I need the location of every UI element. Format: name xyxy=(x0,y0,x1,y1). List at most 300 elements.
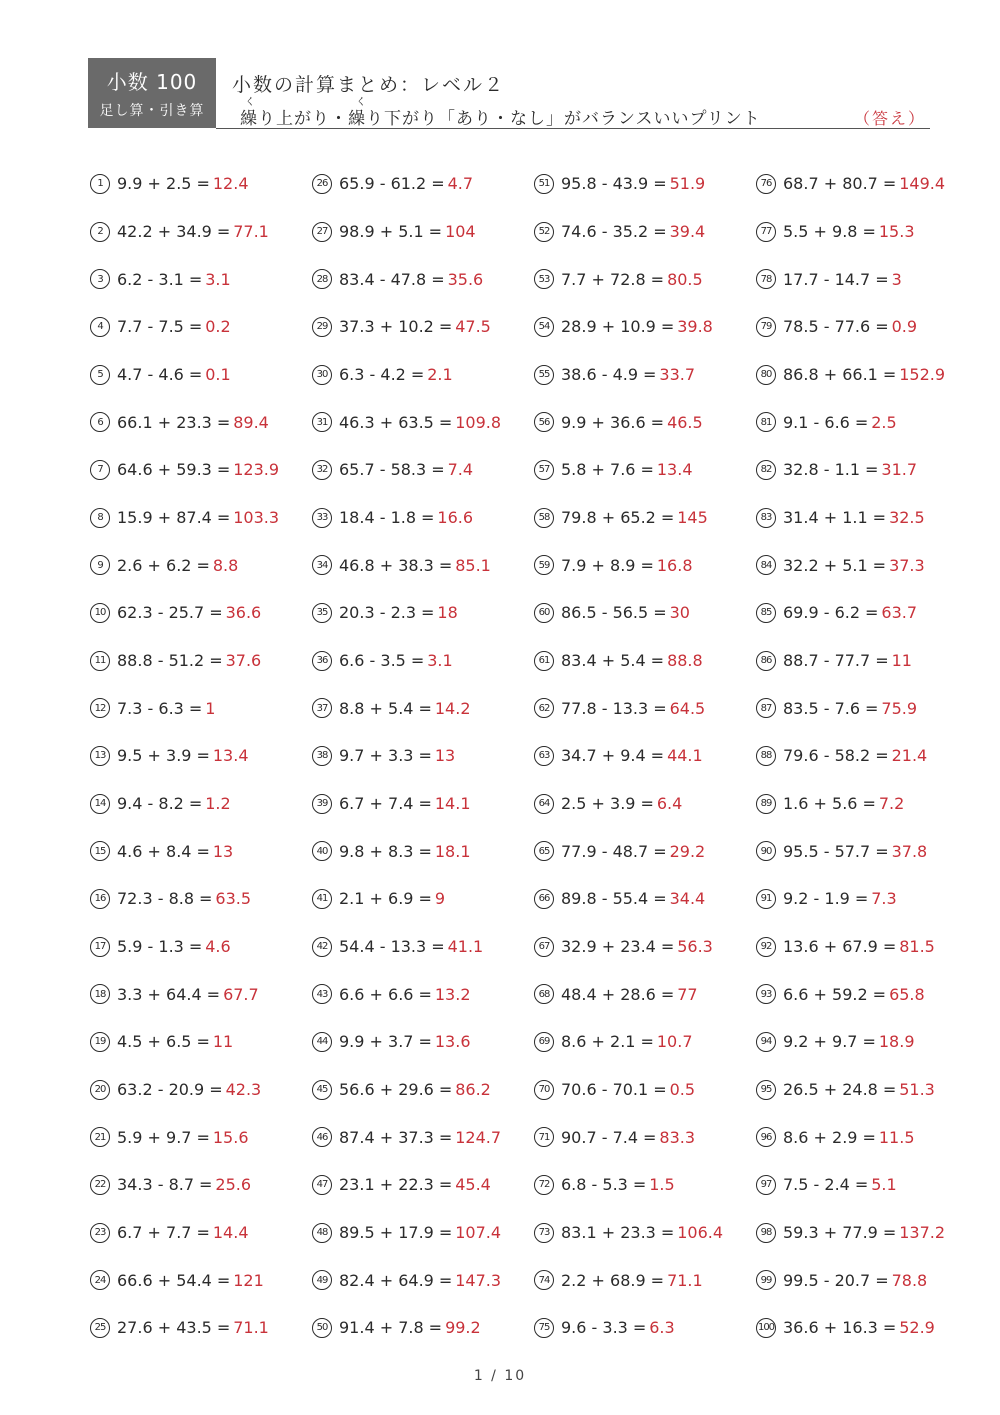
problem-item xyxy=(534,1018,756,1066)
problem-expression: 90.7 - 7.4 xyxy=(561,1127,639,1147)
problem-number: 11 xyxy=(90,651,110,671)
problem-expression: 32.8 - 1.1 xyxy=(783,460,861,480)
problem-number: 52 xyxy=(534,222,554,242)
problem-expression: 2.5 + 3.9 xyxy=(561,794,636,814)
problem-expression: 9.9 + 3.7 xyxy=(339,1032,414,1052)
equals-sign: = xyxy=(188,317,203,337)
problem-answer: 2.5 xyxy=(871,412,897,432)
equals-sign: = xyxy=(650,412,665,432)
problem-answer: 18.1 xyxy=(434,841,471,861)
problem-number: 70 xyxy=(534,1080,554,1100)
problem-answer: 52.9 xyxy=(899,1318,935,1338)
problem-item xyxy=(90,1018,312,1066)
problem-number: 74 xyxy=(534,1270,554,1290)
problem-answer: 13 xyxy=(434,746,456,766)
equals-sign: = xyxy=(428,222,443,241)
problem-expression: 88.7 - 77.7 xyxy=(783,651,871,671)
problem-answer: 6.4 xyxy=(656,794,683,814)
problem-answer: 15.6 xyxy=(212,1127,249,1147)
answer-label: （答え） xyxy=(853,109,926,128)
problem-number: 87 xyxy=(756,698,776,718)
problem-item xyxy=(312,1304,534,1352)
equals-sign: = xyxy=(196,555,210,575)
problem-number: 4 xyxy=(90,317,110,337)
problem-expression: 7.3 - 6.3 xyxy=(117,698,184,718)
problem-item xyxy=(90,923,312,971)
equals-sign: = xyxy=(653,174,667,194)
problem-expression: 8.6 + 2.1 xyxy=(561,1032,636,1052)
problem-expression: 89.5 + 17.9 xyxy=(339,1223,434,1243)
problem-number: 51 xyxy=(534,174,554,194)
problem-number: 83 xyxy=(756,508,776,528)
problem-expression: 32.9 + 23.4 xyxy=(561,937,656,957)
problem-number: 41 xyxy=(312,889,332,909)
problem-number: 36 xyxy=(312,651,332,671)
equals-sign: = xyxy=(882,365,897,385)
problem-expression: 8.8 + 5.4 xyxy=(339,698,414,718)
problem-expression: 77.9 - 48.7 xyxy=(561,841,649,861)
problem-answer: 13 xyxy=(212,841,234,861)
equals-sign: = xyxy=(188,269,203,289)
problem-item xyxy=(534,827,756,875)
problem-answer: 56.3 xyxy=(677,937,713,957)
equals-sign: = xyxy=(418,1032,432,1052)
problem-answer: 3 xyxy=(891,269,902,289)
equals-sign: = xyxy=(438,555,453,575)
problem-answer: 42.3 xyxy=(225,1080,262,1100)
page-number: 1 / 10 xyxy=(473,1368,527,1384)
problem-item xyxy=(90,827,312,875)
problem-answer: 3.1 xyxy=(205,269,231,289)
problem-item xyxy=(756,494,970,542)
equals-sign: = xyxy=(418,984,432,1004)
problem-answer: 149.4 xyxy=(899,174,946,194)
equals-sign: = xyxy=(882,937,897,957)
problem-number: 32 xyxy=(312,460,332,480)
problem-answer: 36.6 xyxy=(225,603,262,623)
equals-sign: = xyxy=(865,603,879,623)
page-title: 小数の計算まとめ：レベル２ xyxy=(232,74,506,96)
problem-number: 34 xyxy=(312,555,332,575)
problem-number: 60 xyxy=(534,603,554,623)
problem-item xyxy=(756,827,970,875)
equals-sign: = xyxy=(653,841,667,861)
problem-number: 53 xyxy=(534,269,554,289)
problem-number: 97 xyxy=(756,1175,776,1195)
problem-answer: 124.7 xyxy=(455,1127,502,1147)
problem-answer: 14.2 xyxy=(434,698,471,718)
problem-expression: 37.3 + 10.2 xyxy=(339,317,434,337)
problem-number: 39 xyxy=(312,794,332,814)
problem-item xyxy=(534,494,756,542)
equals-sign: = xyxy=(882,1318,897,1338)
problem-expression: 63.2 - 20.9 xyxy=(117,1080,205,1100)
problem-item xyxy=(90,589,312,637)
problem-expression: 87.4 + 37.3 xyxy=(339,1127,434,1147)
problem-item xyxy=(90,255,312,303)
equals-sign: = xyxy=(875,317,889,337)
equals-sign: = xyxy=(216,222,231,241)
equals-sign: = xyxy=(640,1032,654,1052)
problem-item xyxy=(756,780,970,828)
problem-expression: 3.3 + 64.4 xyxy=(117,984,202,1004)
problem-answer: 29.2 xyxy=(669,841,706,861)
problem-number: 10 xyxy=(90,603,110,623)
problem-answer: 31.7 xyxy=(881,460,918,480)
problem-number: 66 xyxy=(534,889,554,909)
problem-number: 28 xyxy=(312,269,332,289)
problem-expression: 65.7 - 58.3 xyxy=(339,460,427,480)
problem-item xyxy=(756,541,970,589)
problem-expression: 46.8 + 38.3 xyxy=(339,555,434,575)
problem-number: 81 xyxy=(756,412,776,432)
problem-answer: 46.5 xyxy=(667,412,703,432)
problem-expression: 6.7 + 7.7 xyxy=(117,1223,192,1243)
equals-sign: = xyxy=(438,1080,453,1100)
problem-expression: 66.1 + 23.3 xyxy=(117,412,212,432)
problem-number: 91 xyxy=(756,889,776,909)
equals-sign: = xyxy=(196,841,210,861)
problem-number: 43 xyxy=(312,984,332,1004)
equals-sign: = xyxy=(438,1127,453,1147)
problem-item xyxy=(756,732,970,780)
problem-expression: 95.8 - 43.9 xyxy=(561,174,649,194)
problem-item xyxy=(312,1113,534,1161)
problem-answer: 89.4 xyxy=(233,412,269,432)
equals-sign: = xyxy=(421,508,435,528)
problem-answer: 67.7 xyxy=(223,984,259,1004)
problem-expression: 34.3 - 8.7 xyxy=(117,1175,195,1195)
equals-sign: = xyxy=(418,889,432,909)
problem-item xyxy=(756,1209,970,1257)
equals-sign: = xyxy=(216,460,231,480)
problem-item xyxy=(756,1018,970,1066)
problem-number: 96 xyxy=(756,1127,776,1147)
equals-sign: = xyxy=(206,984,221,1004)
problem-expression: 6.3 - 4.2 xyxy=(339,365,406,385)
problem-item xyxy=(756,208,970,256)
problem-answer: 71.1 xyxy=(667,1270,703,1290)
problem-number: 57 xyxy=(534,460,554,480)
equals-sign: = xyxy=(875,651,889,671)
problem-answer: 37.8 xyxy=(891,841,928,861)
problem-answer: 77 xyxy=(677,984,698,1004)
problem-expression: 5.8 + 7.6 xyxy=(561,460,636,480)
problem-number: 55 xyxy=(534,365,554,385)
problem-answer: 13.4 xyxy=(212,746,249,766)
equals-sign: = xyxy=(640,555,654,575)
problem-item xyxy=(90,160,312,208)
problem-answer: 109.8 xyxy=(455,412,502,432)
problem-expression: 64.6 + 59.3 xyxy=(117,460,212,480)
problem-answer: 7.2 xyxy=(878,794,905,814)
problem-expression: 9.6 - 3.3 xyxy=(561,1318,628,1338)
problem-number: 76 xyxy=(756,174,776,194)
problem-number: 69 xyxy=(534,1032,554,1052)
problem-answer: 21.4 xyxy=(891,746,928,766)
equals-sign: = xyxy=(418,794,432,814)
problem-answer: 18 xyxy=(437,603,458,623)
problem-item xyxy=(312,637,534,685)
equals-sign: = xyxy=(199,1175,213,1195)
equals-sign: = xyxy=(643,365,657,385)
problem-number: 20 xyxy=(90,1080,110,1100)
problem-number: 45 xyxy=(312,1080,332,1100)
problem-item xyxy=(312,732,534,780)
problem-answer: 45.4 xyxy=(455,1175,491,1195)
equals-sign: = xyxy=(653,222,667,241)
problem-item xyxy=(534,1304,756,1352)
problem-number: 100 xyxy=(756,1318,776,1338)
equals-sign: = xyxy=(209,603,223,623)
problem-item xyxy=(312,303,534,351)
problem-expression: 95.5 - 57.7 xyxy=(783,841,871,861)
problem-item xyxy=(312,1256,534,1304)
problem-expression: 9.2 + 9.7 xyxy=(783,1032,858,1052)
problem-item xyxy=(312,827,534,875)
equals-sign: = xyxy=(650,651,665,671)
problem-answer: 11 xyxy=(212,1032,234,1052)
problem-number: 8 xyxy=(90,508,110,528)
problem-expression: 79.6 - 58.2 xyxy=(783,746,871,766)
equals-sign: = xyxy=(199,889,213,909)
problem-answer: 65.8 xyxy=(889,984,925,1004)
equals-sign: = xyxy=(875,269,889,289)
problem-number: 46 xyxy=(312,1127,332,1147)
equals-sign: = xyxy=(854,889,869,909)
problem-answer: 18.9 xyxy=(878,1032,915,1052)
problem-number: 2 xyxy=(90,222,110,242)
problem-number: 95 xyxy=(756,1080,776,1100)
problem-expression: 6.6 + 59.2 xyxy=(783,984,868,1004)
problem-expression: 27.6 + 43.5 xyxy=(117,1318,212,1338)
problem-number: 23 xyxy=(90,1223,110,1243)
problem-answer: 3.1 xyxy=(427,651,453,671)
problem-item xyxy=(90,208,312,256)
problem-item xyxy=(756,351,970,399)
ruby-mark: く xyxy=(356,97,366,108)
problem-answer: 13.2 xyxy=(434,984,471,1004)
problem-number: 80 xyxy=(756,365,776,385)
problem-expression: 9.7 + 3.3 xyxy=(339,746,414,766)
problem-expression: 91.4 + 7.8 xyxy=(339,1318,424,1338)
problem-expression: 72.3 - 8.8 xyxy=(117,889,195,909)
problem-item xyxy=(90,446,312,494)
problem-item xyxy=(756,970,970,1018)
problem-expression: 56.6 + 29.6 xyxy=(339,1080,434,1100)
problem-answer: 103.3 xyxy=(233,508,280,528)
equals-sign: = xyxy=(216,1318,231,1338)
problem-expression: 15.9 + 87.4 xyxy=(117,508,212,528)
problem-number: 14 xyxy=(90,794,110,814)
problem-item xyxy=(756,1113,970,1161)
problem-number: 7 xyxy=(90,460,110,480)
equals-sign: = xyxy=(875,841,889,861)
problem-expression: 4.6 + 8.4 xyxy=(117,841,192,861)
problem-expression: 83.1 + 23.3 xyxy=(561,1223,656,1243)
equals-sign: = xyxy=(650,746,665,766)
problem-answer: 51.3 xyxy=(899,1080,935,1100)
problem-answer: 64.5 xyxy=(669,698,706,718)
worksheet-header xyxy=(88,58,930,130)
equals-sign: = xyxy=(882,174,897,194)
problem-expression: 82.4 + 64.9 xyxy=(339,1270,434,1290)
problem-answer: 0.9 xyxy=(891,317,918,337)
problem-number: 84 xyxy=(756,555,776,575)
problem-expression: 78.5 - 77.6 xyxy=(783,317,871,337)
problem-item xyxy=(756,1256,970,1304)
problem-item xyxy=(534,208,756,256)
problem-expression: 98.9 + 5.1 xyxy=(339,222,424,241)
problem-answer: 12.4 xyxy=(212,174,249,194)
problem-item xyxy=(90,637,312,685)
equals-sign: = xyxy=(653,1080,667,1100)
equals-sign: = xyxy=(216,1270,231,1290)
problem-item xyxy=(312,255,534,303)
problem-number: 61 xyxy=(534,651,554,671)
problem-item xyxy=(312,923,534,971)
problem-number: 77 xyxy=(756,222,776,242)
problem-item xyxy=(90,1161,312,1209)
problem-number: 93 xyxy=(756,984,776,1004)
equals-sign: = xyxy=(438,1223,453,1243)
equals-sign: = xyxy=(660,317,675,337)
equals-sign: = xyxy=(438,1270,453,1290)
level-badge xyxy=(88,58,216,128)
problem-item xyxy=(312,398,534,446)
problem-item xyxy=(90,875,312,923)
problem-answer: 99.2 xyxy=(445,1318,481,1338)
problem-answer: 4.6 xyxy=(205,937,231,957)
equals-sign: = xyxy=(640,794,654,814)
problem-number: 35 xyxy=(312,603,332,623)
equals-sign: = xyxy=(875,1270,889,1290)
problem-item xyxy=(312,589,534,637)
problem-item xyxy=(312,684,534,732)
equals-sign: = xyxy=(428,1318,443,1338)
problem-answer: 13.6 xyxy=(434,1032,471,1052)
problem-answer: 1.2 xyxy=(205,794,231,814)
problem-item xyxy=(90,732,312,780)
equals-sign: = xyxy=(854,1175,869,1195)
problem-number: 44 xyxy=(312,1032,332,1052)
problem-item xyxy=(90,1209,312,1257)
problem-expression: 20.3 - 2.3 xyxy=(339,603,417,623)
problem-number: 78 xyxy=(756,269,776,289)
problem-number: 94 xyxy=(756,1032,776,1052)
problem-item xyxy=(312,494,534,542)
problem-expression: 86.5 - 56.5 xyxy=(561,603,649,623)
problem-answer: 34.4 xyxy=(669,889,706,909)
badge-title: 小数 100 xyxy=(106,70,198,94)
problem-expression: 34.7 + 9.4 xyxy=(561,746,646,766)
problem-item xyxy=(534,637,756,685)
problem-answer: 10.7 xyxy=(656,1032,693,1052)
problem-number: 67 xyxy=(534,937,554,957)
problem-item xyxy=(90,1304,312,1352)
problem-answer: 32.5 xyxy=(889,508,925,528)
problem-number: 47 xyxy=(312,1175,332,1195)
problem-item xyxy=(312,351,534,399)
equals-sign: = xyxy=(653,698,667,718)
equals-sign: = xyxy=(196,746,210,766)
problem-item xyxy=(312,1018,534,1066)
problem-expression: 28.9 + 10.9 xyxy=(561,317,656,337)
problem-number: 85 xyxy=(756,603,776,623)
problem-item xyxy=(312,1209,534,1257)
problem-number: 22 xyxy=(90,1175,110,1195)
problem-number: 25 xyxy=(90,1318,110,1338)
problem-answer: 63.5 xyxy=(215,889,252,909)
problem-number: 18 xyxy=(90,984,110,1004)
equals-sign: = xyxy=(410,365,425,385)
problem-expression: 83.4 - 47.8 xyxy=(339,269,427,289)
problem-answer: 4.7 xyxy=(447,174,474,194)
problem-expression: 9.9 + 2.5 xyxy=(117,174,192,194)
problem-number: 33 xyxy=(312,508,332,528)
problem-answer: 63.7 xyxy=(881,603,918,623)
problem-number: 29 xyxy=(312,317,332,337)
problem-item xyxy=(312,208,534,256)
problem-answer: 15.3 xyxy=(878,222,915,241)
problem-answer: 83.3 xyxy=(659,1127,696,1147)
problem-number: 6 xyxy=(90,412,110,432)
problem-grid xyxy=(90,160,970,1352)
equals-sign: = xyxy=(438,412,453,432)
problem-item xyxy=(756,398,970,446)
problem-expression: 86.8 + 66.1 xyxy=(783,365,878,385)
equals-sign: = xyxy=(875,746,889,766)
problem-item xyxy=(534,684,756,732)
problem-item xyxy=(534,970,756,1018)
equals-sign: = xyxy=(643,1127,657,1147)
problem-number: 63 xyxy=(534,746,554,766)
problem-answer: 47.5 xyxy=(455,317,491,337)
equals-sign: = xyxy=(862,222,876,241)
problem-answer: 44.1 xyxy=(667,746,703,766)
problem-answer: 137.2 xyxy=(899,1223,946,1243)
problem-number: 9 xyxy=(90,555,110,575)
problem-answer: 7.4 xyxy=(447,460,474,480)
equals-sign: = xyxy=(188,698,203,718)
problem-expression: 13.6 + 67.9 xyxy=(783,937,878,957)
problem-item xyxy=(90,1066,312,1114)
problem-item xyxy=(90,684,312,732)
problem-item xyxy=(534,589,756,637)
problem-number: 48 xyxy=(312,1223,332,1243)
problem-number: 71 xyxy=(534,1127,554,1147)
problem-expression: 9.1 - 6.6 xyxy=(783,412,850,432)
problem-item xyxy=(534,1161,756,1209)
equals-sign: = xyxy=(854,412,869,432)
problem-expression: 9.8 + 8.3 xyxy=(339,841,414,861)
problem-expression: 88.8 - 51.2 xyxy=(117,651,205,671)
problem-answer: 30 xyxy=(669,603,690,623)
equals-sign: = xyxy=(410,651,425,671)
problem-item xyxy=(534,1256,756,1304)
equals-sign: = xyxy=(431,937,445,957)
equals-sign: = xyxy=(660,937,675,957)
problem-expression: 7.5 - 2.4 xyxy=(783,1175,850,1195)
equals-sign: = xyxy=(188,794,203,814)
problem-expression: 54.4 - 13.3 xyxy=(339,937,427,957)
problem-answer: 35.6 xyxy=(447,269,484,289)
equals-sign: = xyxy=(196,174,210,194)
problem-number: 75 xyxy=(534,1318,554,1338)
problem-answer: 39.8 xyxy=(677,317,713,337)
problem-answer: 81.5 xyxy=(899,937,935,957)
problem-expression: 23.1 + 22.3 xyxy=(339,1175,434,1195)
